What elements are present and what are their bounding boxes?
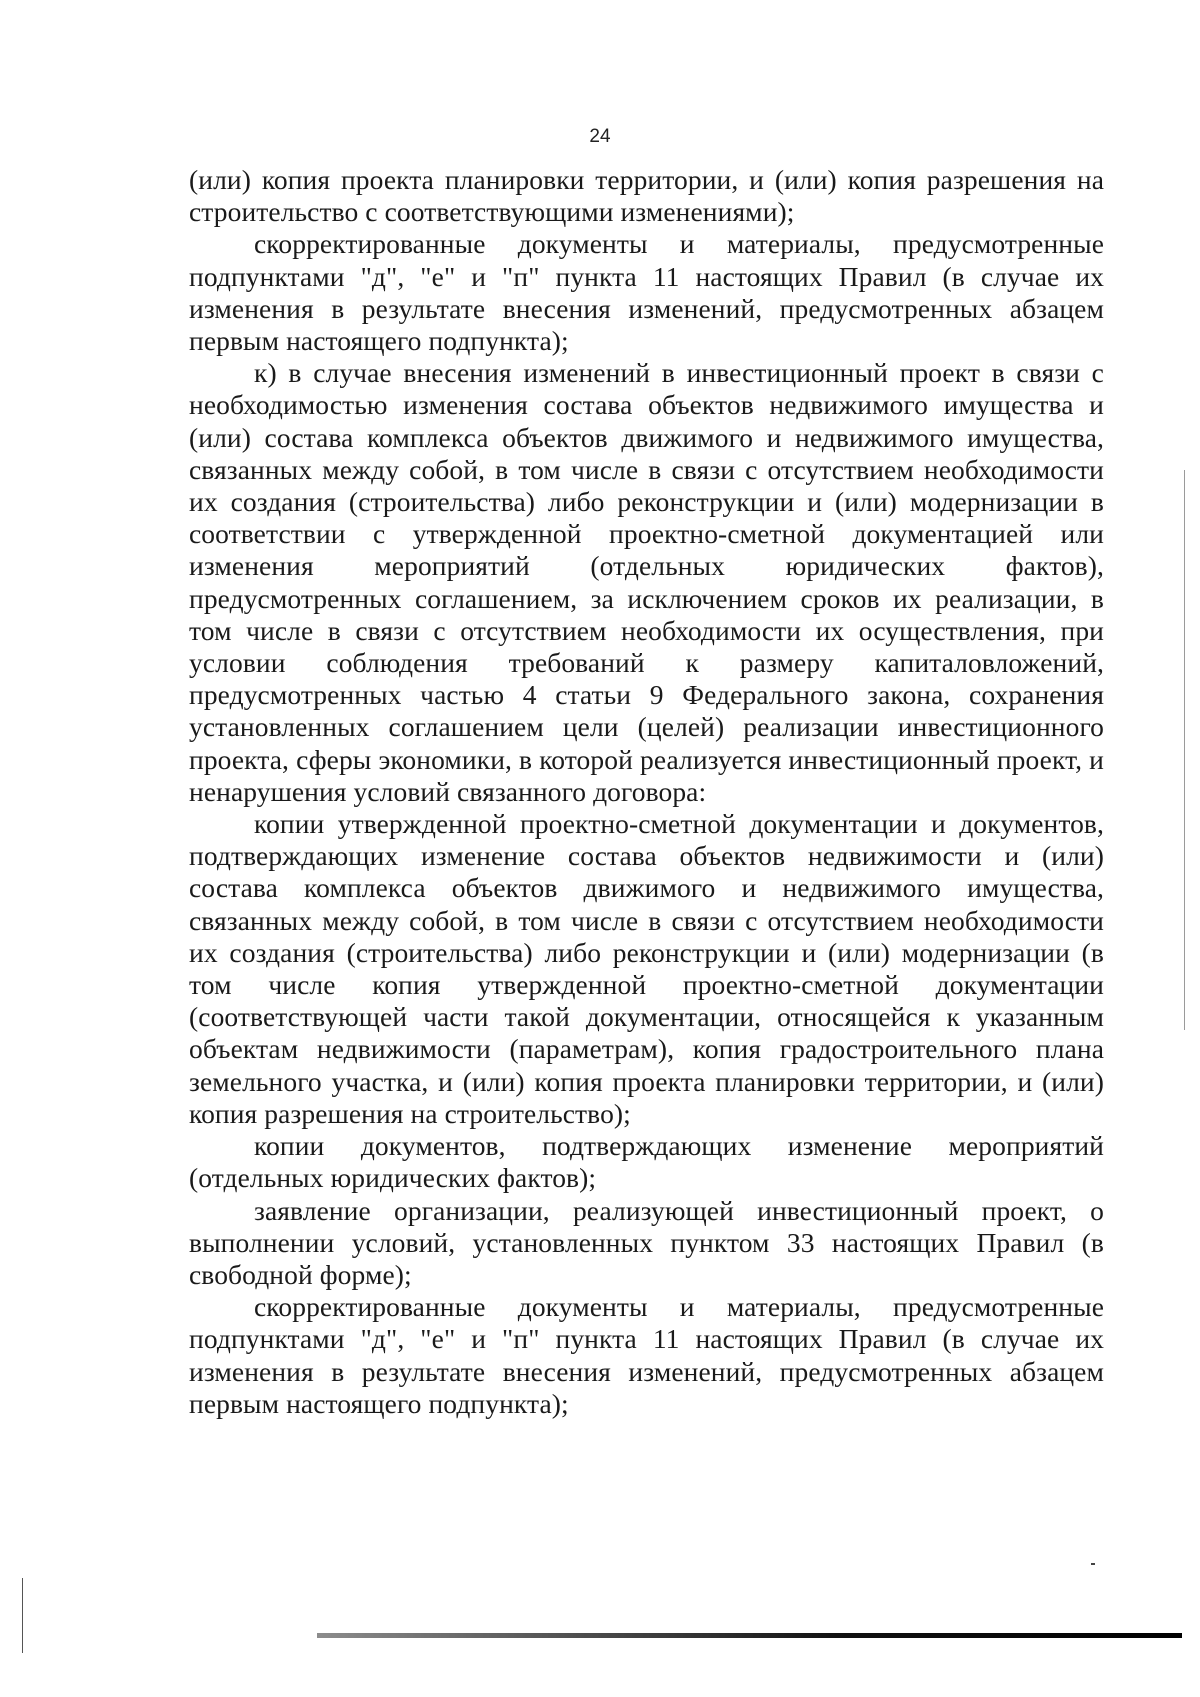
scan-edge-line-left [22, 1578, 23, 1653]
paragraph-organization-statement: заявление организации, реализующей инвестиционный проект, о выполнении условий, установленных пунктом 33 настоящих Правил (в свободной форме); [189, 1194, 1104, 1290]
paragraph-continuation: (или) копия проекта планировки территории, и (или) копия разрешения на строительство с соответствующими изменениями); [189, 164, 1104, 228]
paragraph-measures-documents: копии документов, подтверждающих изменение мероприятий (отдельных юридических фактов); [189, 1130, 1104, 1194]
bottom-edge-rule [317, 1633, 1182, 1638]
page-number: 24 [589, 126, 611, 147]
paragraph-corrected-documents-1: скорректированные документы и материалы, предусмотренные подпунктами "д", "е" и "п" пункта 11 настоящих Правил (в случае их изменения в результате внесения изменений, предусмотренных абзацем первым настоящего подпункта); [189, 228, 1104, 357]
paragraph-subitem-k: к) в случае внесения изменений в инвестиционный проект в связи с необходимостью изменения состава объектов недвижимого имущества и (или) состава комплекса объектов движимого и недвижимого имущества, связанных между собой, в том числе в связи с отсутствием необходимости их создания (строительства) либо реконструкции и (или) модернизации в соответствии с утвержденной проектно-сметной документацией или изменения мероприятий (отдельных юридических фактов), предусмотренных соглашением, за исключением сроков их реализации, в том числе в связи с отсутствием необходимости их осуществления, при условии соблюдения требований к размеру капиталовложений, предусмотренных частью 4 статьи 9 Федерального закона, сохранения установленных соглашением цели (целей) реализации инвестиционного проекта, сферы экономики, в которой реализуется инвестиционный проект, и ненарушения условий связанного договора: [189, 357, 1104, 807]
paragraph-corrected-documents-2: скорректированные документы и материалы, предусмотренные подпунктами "д", "е" и "п" пункта 11 настоящих Правил (в случае их изменения в результате внесения изменений, предусмотренных абзацем первым настоящего подпункта); [189, 1291, 1104, 1419]
scan-dot-mark [1091, 1563, 1095, 1565]
paragraph-design-documentation-copies: копии утвержденной проектно-сметной документации и документов, подтверждающих изменение состава объектов недвижимости и (или) состава комплекса объектов движимого и недвижимого имущества, связанных между собой, в том числе в связи с отсутствием необходимости их создания (строительства) либо реконструкции и (или) модернизации (в том числе копия утвержденной проектно-сметной документации (соответствующей части такой документации, относящейся к указанным объектам недвижимости (параметрам), копия градостроительного плана земельного участка, и (или) копия проекта планировки территории, и (или) копия разрешения на строительство); [189, 808, 1104, 1129]
scan-edge-line-right [1184, 470, 1185, 1030]
document-body [189, 164, 1104, 1420]
